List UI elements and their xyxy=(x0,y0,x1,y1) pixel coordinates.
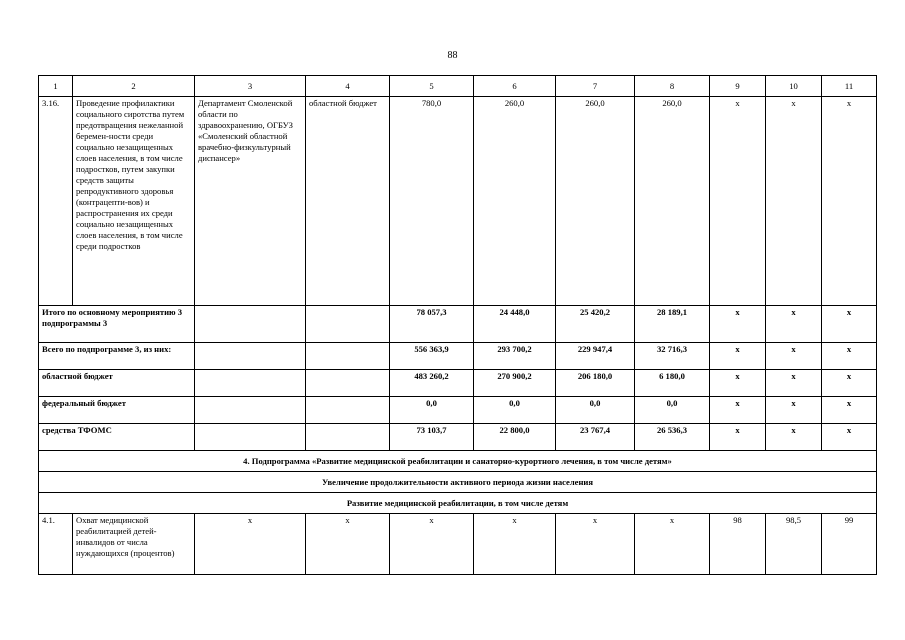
budget-table xyxy=(38,75,877,575)
value-cell: x xyxy=(766,424,822,451)
column-number: 7 xyxy=(556,76,635,97)
column-number: 9 xyxy=(710,76,766,97)
value-cell: x xyxy=(822,397,877,424)
column-number: 2 xyxy=(73,76,195,97)
value-cell: 206 180,0 xyxy=(556,370,635,397)
column-number: 6 xyxy=(474,76,556,97)
column-number: 11 xyxy=(822,76,877,97)
column-number: 1 xyxy=(39,76,73,97)
summary-label: областной бюджет xyxy=(39,370,195,397)
empty-cell xyxy=(306,424,390,451)
value-cell: x xyxy=(390,514,474,575)
value-cell: 260,0 xyxy=(474,97,556,306)
value-cell: 780,0 xyxy=(390,97,474,306)
section-heading: Развитие медицинской реабилитации, в том числе детям xyxy=(39,493,877,514)
funding-source-cell: областной бюджет xyxy=(306,97,390,306)
summary-row-regional-budget xyxy=(39,370,877,397)
summary-row-subprogram-3-total xyxy=(39,343,877,370)
value-cell: x xyxy=(556,514,635,575)
empty-cell xyxy=(195,424,306,451)
column-number-row xyxy=(39,76,877,97)
value-cell: 28 189,1 xyxy=(635,306,710,343)
column-number: 3 xyxy=(195,76,306,97)
value-cell: 78 057,3 xyxy=(390,306,474,343)
summary-label: Всего по подпрограмме 3, из них: xyxy=(39,343,195,370)
section-row-task xyxy=(39,493,877,514)
row-number: 3.16. xyxy=(39,97,73,306)
row-number: 4.1. xyxy=(39,514,73,575)
value-cell: x xyxy=(822,424,877,451)
section-row-subprogram-4 xyxy=(39,451,877,472)
empty-cell xyxy=(306,397,390,424)
value-cell: 0,0 xyxy=(556,397,635,424)
summary-row-federal-budget xyxy=(39,397,877,424)
summary-label: Итого по основному мероприятию 3 подпрограммы 3 xyxy=(39,306,195,343)
value-cell: 23 767,4 xyxy=(556,424,635,451)
empty-cell xyxy=(306,306,390,343)
value-cell: 98 xyxy=(710,514,766,575)
section-heading: Увеличение продолжительности активного периода жизни населения xyxy=(39,472,877,493)
executor-cell: Департамент Смоленской области по здравоохранению, ОГБУЗ «Смоленский областной врачебно-физкультурный диспансер» xyxy=(195,97,306,306)
value-cell: x xyxy=(822,370,877,397)
value-cell: 26 536,3 xyxy=(635,424,710,451)
column-number: 8 xyxy=(635,76,710,97)
value-cell: 0,0 xyxy=(390,397,474,424)
table-row-3-16 xyxy=(39,97,877,306)
column-number: 5 xyxy=(390,76,474,97)
summary-row-main-measure-3 xyxy=(39,306,877,343)
value-cell: x xyxy=(710,97,766,306)
value-cell: 556 363,9 xyxy=(390,343,474,370)
value-cell: x xyxy=(710,397,766,424)
summary-row-tfoms-funds xyxy=(39,424,877,451)
summary-label: средства ТФОМС xyxy=(39,424,195,451)
value-cell: x xyxy=(195,514,306,575)
value-cell: x xyxy=(822,306,877,343)
value-cell: 73 103,7 xyxy=(390,424,474,451)
value-cell: x xyxy=(766,306,822,343)
summary-label: федеральный бюджет xyxy=(39,397,195,424)
value-cell: 99 xyxy=(822,514,877,575)
value-cell: 24 448,0 xyxy=(474,306,556,343)
empty-cell xyxy=(195,343,306,370)
value-cell: 260,0 xyxy=(556,97,635,306)
value-cell: x xyxy=(766,397,822,424)
page-number: 88 xyxy=(447,50,458,61)
value-cell: x xyxy=(306,514,390,575)
value-cell: x xyxy=(822,97,877,306)
section-row-goal xyxy=(39,472,877,493)
table-row-4-1 xyxy=(39,514,877,575)
value-cell: 260,0 xyxy=(635,97,710,306)
value-cell: x xyxy=(710,370,766,397)
value-cell: 0,0 xyxy=(635,397,710,424)
value-cell: 98,5 xyxy=(766,514,822,575)
empty-cell xyxy=(195,397,306,424)
empty-cell xyxy=(306,343,390,370)
value-cell: 270 900,2 xyxy=(474,370,556,397)
empty-cell xyxy=(306,370,390,397)
value-cell: x xyxy=(822,343,877,370)
value-cell: 0,0 xyxy=(474,397,556,424)
value-cell: x xyxy=(635,514,710,575)
section-heading: 4. Подпрограмма «Развитие медицинской реабилитации и санаторно-курортного лечения, в том числе детям» xyxy=(39,451,877,472)
value-cell: 483 260,2 xyxy=(390,370,474,397)
value-cell: x xyxy=(474,514,556,575)
empty-cell xyxy=(195,306,306,343)
empty-cell xyxy=(195,370,306,397)
value-cell: x xyxy=(710,306,766,343)
value-cell: 22 800,0 xyxy=(474,424,556,451)
measure-name: Проведение профилактики социального сиротства путем предотвращения нежеланной беремен-ности среди социально незащищенных слоев населения, в том числе подростков, путем закупки средств защиты репродуктивного здоровья (контрацепти-вов) и распространения их среди социально незащищенных слоев населения, в том числе среди подростков xyxy=(73,97,195,306)
value-cell: 6 180,0 xyxy=(635,370,710,397)
indicator-name: Охват медицинской реабилитацией детей-инвалидов от числа нуждающихся (процентов) xyxy=(73,514,195,575)
value-cell: x xyxy=(766,343,822,370)
value-cell: 293 700,2 xyxy=(474,343,556,370)
value-cell: x xyxy=(766,97,822,306)
value-cell: x xyxy=(766,370,822,397)
column-number: 10 xyxy=(766,76,822,97)
column-number: 4 xyxy=(306,76,390,97)
value-cell: x xyxy=(710,424,766,451)
value-cell: x xyxy=(710,343,766,370)
value-cell: 229 947,4 xyxy=(556,343,635,370)
value-cell: 25 420,2 xyxy=(556,306,635,343)
value-cell: 32 716,3 xyxy=(635,343,710,370)
